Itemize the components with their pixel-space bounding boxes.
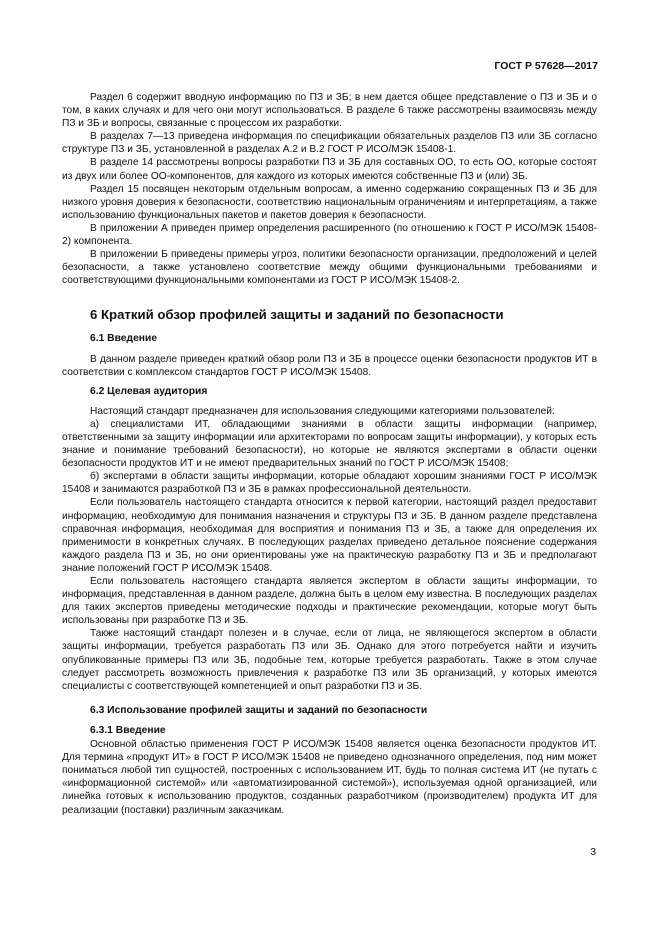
section-6-3-1-paragraph: Основной областью применения ГОСТ Р ИСО/МЭК 15408 является оценка безопасности продуктов ИТ. Для термина «продукт ИТ» в ГОСТ Р ИСО/МЭК 15408 не приведено однозначного определения, под ним может пониматься любой тип сущностей, построенных с использованием ИТ, будь то полная система ИТ (не путать с «информационной системой» или «автоматизированной системой»), используемая одной организацией, или линейка готовых к использованию продуктов, созданных разработчиком (производителем) продукта ИТ для реализации (поставки) различным заказчикам. — [62, 739, 597, 816]
section-6-3-heading: 6.3 Использование профилей защиты и заданий по безопасности — [90, 704, 428, 716]
section-6-3-1-heading: 6.3.1 Введение — [90, 724, 166, 736]
section-6-1-heading: 6.1 Введение — [90, 333, 158, 345]
intro-paragraph: Раздел 6 содержит вводную информацию по ПЗ и ЗБ; в нем дается общее представление о ПЗ и ЗБ и о том, в каких случаях и для чего они могут использоваться. В разделе 6 также рассмотрены взаимосвязь между ПЗ и ЗБ и вопросы, связанные с процессом их разработки. — [62, 92, 597, 130]
intro-paragraph: В разделах 7—13 приведена информация по спецификации обязательных разделов ПЗ или ЗБ согласно структуре ПЗ и ЗБ, установленной в разделах А.2 и В.2 ГОСТ Р ИСО/МЭК 15408-1. — [62, 131, 597, 156]
section-6-heading: 6 Краткий обзор профилей защиты и заданий по безопасности — [90, 307, 504, 323]
section-6-2-heading: 6.2 Целевая аудитория — [90, 385, 208, 397]
intro-paragraph: В разделе 14 рассмотрены вопросы разработки ПЗ и ЗБ для составных ОО, то есть ОО, которые состоят из двух или более ОО-компонентов, для каждого из которых имеются собственные ПЗ и (или) ЗБ. — [62, 157, 597, 182]
section-6-2-list-item-a: а) специалистами ИТ, обладающими знаниями в области защиты информации (например, ответственными за защиту информации или архитекторами по вопросам защиты информации), у которых есть знание и понимание требований безопасности), но которые не являются экспертами в области оценки безопасности продуктов ИТ и не имеют предварительных знаний по ГОСТ Р ИСО/МЭК 15408; — [62, 418, 597, 470]
intro-paragraph: В приложении А приведен пример определения расширенного (по отношению к ГОСТ Р ИСО/МЭК 15408-2) компонента. — [62, 222, 597, 248]
section-6-1-paragraph: В данном разделе приведен краткий обзор роли ПЗ и ЗБ в процессе оценки безопасности продуктов ИТ в соответствии с комплексом стандартов ГОСТ Р ИСО/МЭК 15408. — [62, 353, 597, 378]
section-6-2-paragraph: Если пользователь настоящего стандарта является экспертом в области защиты информации, то информация, представленная в данном разделе, должна быть в целом ему известна. В последующих разделах для таких экспертов приведены методические подходы и практические рекомендации, которые могут быть использованы при разработке ПЗ и ЗБ. — [62, 576, 597, 627]
intro-paragraph: Раздел 15 посвящен некоторым отдельным вопросам, а именно содержанию сокращенных ПЗ и ЗБ для низкого уровня доверия к безопасности, соответствию национальным ограничениям и интерпретациям, а также использованию функциональных пакетов и пакетов доверия к безопасности. — [62, 183, 597, 221]
page-header-standard: ГОСТ Р 57628—2017 — [494, 60, 598, 72]
page-content — [62, 91, 597, 817]
section-6-2-paragraph: Настоящий стандарт предназначен для использования следующими категориями пользователей: — [90, 405, 555, 417]
section-6-2-list-item-b: б) экспертами в области защиты информации, которые обладают хорошим знаниями ГОСТ Р ИСО/МЭК 15408 и занимаются разработкой ПЗ и ЗБ в рамках профессиональной деятельности. — [62, 471, 597, 496]
page-number: 3 — [590, 847, 596, 858]
intro-paragraph: В приложении Б приведены примеры угроз, политики безопасности организации, предположений и целей безопасности, а также установлено соответствие между общими функциональными требованиями и соответствующими функциональными компонентами из ГОСТ Р ИСО/МЭК 15408-2. — [62, 249, 597, 287]
section-6-2-paragraph: Также настоящий стандарт полезен и в случае, если от лица, не являющегося экспертом в области защиты информации, требуется разработать ПЗ или ЗБ. Однако для этого потребуется найти и изучить опубликованные примеры ПЗ или ЗБ, подобные тем, которые требуется разработать. Также в этом случае следует рассмотреть возможность привлечения к разработке ПЗ или ЗБ организаций, у которых имеются специалисты с соответствующей компетенцией и опыт разработки ПЗ и ЗБ. — [62, 628, 597, 692]
section-6-2-paragraph: Если пользователь настоящего стандарта относится к первой категории, настоящий раздел предоставит информацию, необходимую для понимания назначения и структуры ПЗ и ЗБ. В данном разделе представлена справочная информация, необходимая для восприятия и понимания ПЗ и ЗБ, а также для определения их применимости в конкретных случаях. В последующих разделах приведено детальное пояснение содержания каждого раздела ПЗ и ЗБ, но они ориентированы уже на практическую разработку ПЗ и ЗБ и предполагают знание положений ГОСТ Р ИСО/МЭК 15408. — [62, 497, 597, 574]
